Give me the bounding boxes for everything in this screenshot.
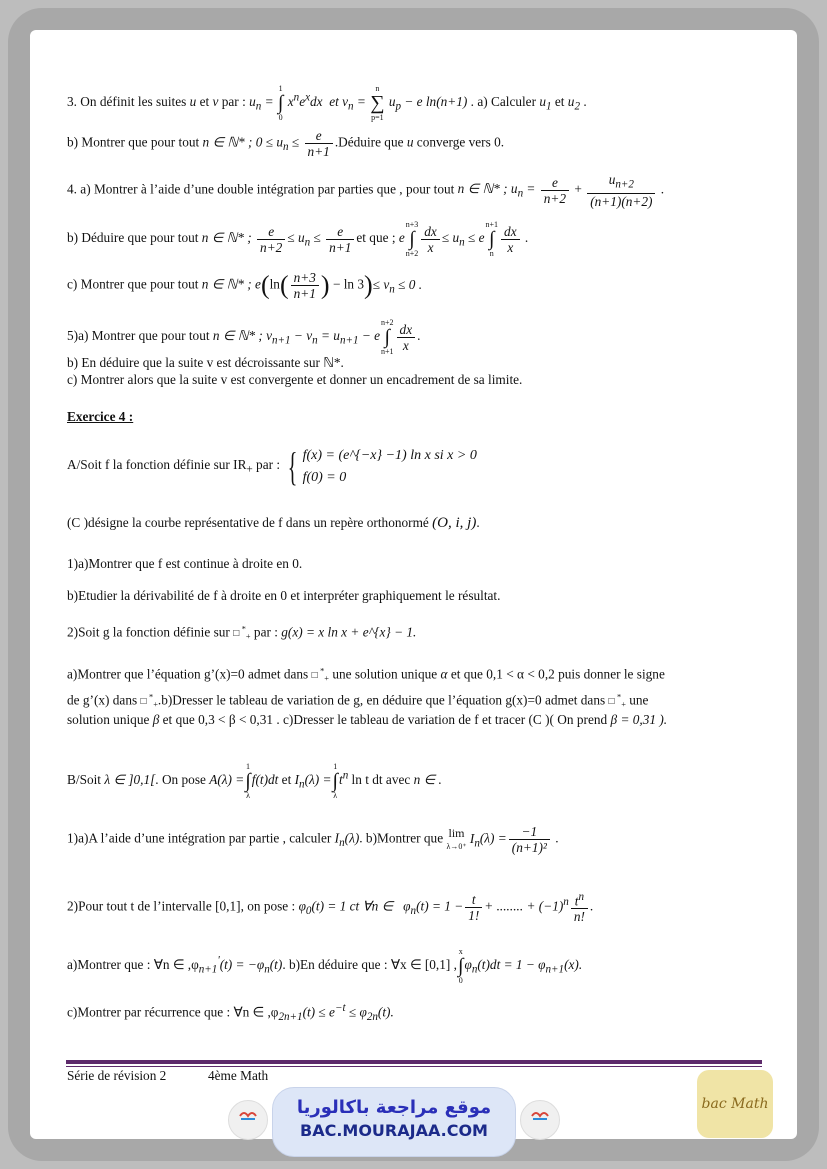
fraction: $\frac{e}{n+1}$ <box>305 128 333 159</box>
q2-g: g(x) = x ln x + e^{x} − 1. <box>281 624 417 640</box>
bac-math-logo: bac Math <box>697 1070 773 1138</box>
A-par: par : <box>252 456 281 472</box>
q5a-line: 5)a) Montrer que pour tout n ∈ ℕ* ; $v_{n+1} - v_n = u_{n+1} - e$ n+2 ∫ n+1 $\frac{dx}{x}$ . <box>67 318 421 356</box>
banner-arabic: موقع مراجعة باكالوريا <box>296 1097 492 1118</box>
fraction: $\frac{t}{1!}$ <box>465 892 482 923</box>
integral-sign: x ∫ 0 <box>457 947 464 985</box>
fraction: $\frac{-1}{\text{(n+1)²}}$ <box>509 824 550 855</box>
repere: (O, i, j) <box>432 515 477 531</box>
fraction: $\frac{e}{n+2}$ <box>541 175 569 206</box>
q1b-line: b)Etudier la dérivabilité de f à droite en 0 et interpréter graphiquement le résultat. <box>67 588 501 603</box>
exercise-4-title: Exercice 4 : <box>67 409 134 424</box>
B1-line: 1)a)A l’aide d’une intégration par partie , calculer $I_n(\lambda)$. b)Montrer que lim λ→0⁺ $I_n(\lambda)$ = $\frac{-1}{\text{(n+1)²}}$ . <box>67 824 559 855</box>
fraction: $\frac{dx}{x}$ <box>501 224 520 255</box>
C-line: (C )désigne la courbe représentative de f dans un repère orthonormé (O, i, j). <box>67 515 480 531</box>
q3b-text: b) Montrer que pour tout <box>67 134 203 150</box>
q1a-line: 1)a)Montrer que f est continue à droite en 0. <box>67 556 303 571</box>
q3-text: 3. On définit les suites <box>67 94 190 110</box>
B2c-line: c)Montrer par récurrence que : ∀n ∈ $,\varphi_{2n+1}(t) \le e^{-t} \le \varphi_{2n}(t)$. <box>67 1002 394 1024</box>
q2-line: 2)Soit g la fonction définie sur □ *$_+$ par : g(x) = x ln x + e^{x} − 1. <box>67 624 417 642</box>
q3-u: u <box>189 94 197 110</box>
q3b-line: b) Montrer que pour tout n ∈ ℕ* ; $0 \le u_n$ ≤ $\frac{e}{n+1}$ .Déduire que u converge vers 0. <box>67 128 505 159</box>
fraction: $\frac{n+3}{n+1}$ <box>291 270 319 301</box>
q3-calc: . a) Calculer <box>470 94 540 110</box>
sum-sign: n ∑ p=1 <box>370 84 385 122</box>
B2a-line: a)Montrer que : ∀n ∈ $,\varphi_{n+1}'(t) = -\varphi_n(t)$. b)En déduire que : ∀x ∈ [0,1] , x ∫ 0 $\varphi_n(t)dt = 1 - \varphi_{n+1}(x)$. <box>67 947 583 985</box>
A-definition: A/Soit f la fonction définie sur $IR_+$ par : { f(x) = (e^{−x} −1) ln x si x > 0 f(0) = 0 <box>67 444 477 489</box>
q3b-deduce: .Déduire que <box>334 134 407 150</box>
B2-line: 2)Pour tout t de l’intervalle [0,1], on pose : $\varphi_0(t) = 1$ ct ∀n ∈ $\varphi_n(t) = 1$ − $\frac{t}{1!}$ + ........ + $(-1)^n$ $\frac{t^n}{n!}$ . <box>67 891 594 925</box>
q3-par: par : <box>218 94 250 110</box>
q2a-line-1: a)Montrer que l’équation g’(x)=0 admet dans □ *$_+$ une solution unique α et que 0,1 < α < 0,2 puis donner le signe <box>67 666 665 684</box>
q3-sep: et <box>551 94 568 110</box>
fraction: $\frac{dx}{x}$ <box>421 224 440 255</box>
fraction: $\frac{dx}{x}$ <box>397 322 416 353</box>
fraction: $\frac{t^n}{n!}$ <box>571 890 588 924</box>
q3b-u: u <box>406 134 414 150</box>
q3-formula: $u_n$ = <box>249 94 277 113</box>
footer-series: Série de révision 2 <box>67 1068 167 1083</box>
A-intro: A/Soit f la fonction définie sur IR <box>67 456 247 472</box>
q4b-text: b) Déduire que pour tout <box>67 230 202 246</box>
q3b-end: converge vers 0. <box>413 134 505 150</box>
n-in-N: n ∈ ℕ* ; $u_n$ = <box>457 181 536 201</box>
q4a-line: 4. a) Montrer à l’aide d’une double intégration par parties que , pour tout n ∈ ℕ* ; $u_n$ = $\frac{e}{n+2}$ + $\frac{u_{n+2}}{(n+1)(n+2)}$ . <box>67 172 665 209</box>
q3-u1: $u_1$ <box>539 94 552 113</box>
q2a-line-2: de g’(x) dans □ *$_+$.b)Dresser le tableau de variation de g, en déduire que l’équation g(x)=0 admet dans □ *$_+$ une <box>67 692 649 710</box>
q2-par: par : <box>250 624 282 640</box>
B-line: B/Soit λ ∈ ]0,1[. On pose A(λ) = 1 ∫ λ f(t)dt et $I_n(\lambda)$ = 1 ∫ λ $t^n$ ln t dt avec n ∈ . <box>67 762 442 800</box>
q3-sum-term: $u_p - e$ ln(n+1) <box>388 94 468 113</box>
piecewise-system: { f(x) = (e^{−x} −1) ln x si x > 0 f(0) = 0 <box>288 444 477 489</box>
q3-v: v <box>212 94 219 110</box>
q3-et: et <box>196 94 213 110</box>
fraction: $\frac{e}{n+1}$ <box>326 224 354 255</box>
integral-sign: 1 ∫ 0 <box>277 84 284 122</box>
q4a-text: 4. a) Montrer à l’aide d’une double intégration par parties que , pour tout <box>67 181 458 197</box>
fraction: $\frac{e}{n+2}$ <box>257 224 285 255</box>
banner-site[interactable]: BAC.MOURAJAA.COM <box>300 1121 488 1140</box>
left-logo-icon <box>228 1100 268 1140</box>
integral-sign: n+3 ∫ n+2 <box>405 220 419 258</box>
q3-u2: $u_2$ <box>567 94 580 113</box>
site-banner[interactable] <box>272 1087 516 1157</box>
q4c-line: c) Montrer que pour tout n ∈ ℕ* ; e(ln( $\frac{n+3}{n+1}$ ) − $\ln 3)\le v_n \le 0$ . <box>67 270 423 301</box>
q3-integrand: $x^ne^xdx$ et $v_n$ = <box>287 91 370 113</box>
q3-line: 3. On définit les suites u et v par : $u_n$ = 1 ∫ 0 $x^ne^xdx$ et $v_n$ = n ∑ p=1 $u_p - e$ ln(n+1) . a) Calculer $u_1$ et $u_2$ . <box>67 84 587 122</box>
q2-text: 2)Soit g la fonction définie sur <box>67 624 234 640</box>
q5c-line: c) Montrer alors que la suite v est convergente et donner un encadrement de sa limite. <box>67 372 523 387</box>
q5b-line: b) En déduire que la suite v est décroissante sur ℕ*. <box>67 355 344 370</box>
n-in-N: n ∈ ℕ* <box>202 134 245 150</box>
q4b-line: b) Déduire que pour tout n ∈ ℕ* ; $\frac{e}{n+2}$ ≤ $u_n$ ≤ $\frac{e}{n+1}$ et que ; e n+3 ∫ n+2 $\frac{dx}{x}$ ≤ $u_n \le e$ n+1 ∫ n $\frac{dx}{x}$ . <box>67 220 529 258</box>
q5a-text: 5)a) Montrer que pour tout <box>67 328 213 344</box>
n-in-N: n ∈ ℕ* ; e <box>201 276 261 292</box>
integral-sign: n+2 ∫ n+1 <box>381 318 394 356</box>
right-logo-icon <box>520 1100 560 1140</box>
q4c-text: c) Montrer que pour tout <box>67 276 202 292</box>
integral-sign: 1 ∫ λ <box>245 762 251 800</box>
C-text: (C )désigne la courbe représentative de f dans un repère orthonormé <box>67 515 433 530</box>
q4b-and: et que ; <box>356 230 396 246</box>
system-row-2: f(0) = 0 <box>302 470 347 485</box>
footer-class: 4ème Math <box>208 1068 269 1083</box>
integral-sign: n+1 ∫ n <box>485 220 499 258</box>
n-in-N: n ∈ ℕ* ; $v_{n+1} - v_n = u_{n+1} - e$ <box>212 328 381 347</box>
system-row-1: f(x) = (e^{−x} −1) ln x si x > 0 <box>302 448 477 463</box>
integral-sign: 1 ∫ λ <box>332 762 338 800</box>
n-in-N: n ∈ ℕ* ; <box>201 230 252 246</box>
q3b-ineq: ; 0 ≤ u <box>244 134 284 150</box>
q2a-line-3: solution unique β et que 0,3 < β < 0,31 . c)Dresser le tableau de variation de f et tracer (C )( On prend β = 0,31 ). <box>67 712 668 727</box>
footer-rule <box>66 1060 762 1064</box>
fraction: $\frac{u_{n+2}}{(n+1)(n+2)}$ <box>587 172 655 209</box>
footer-rule-thin <box>66 1066 762 1067</box>
